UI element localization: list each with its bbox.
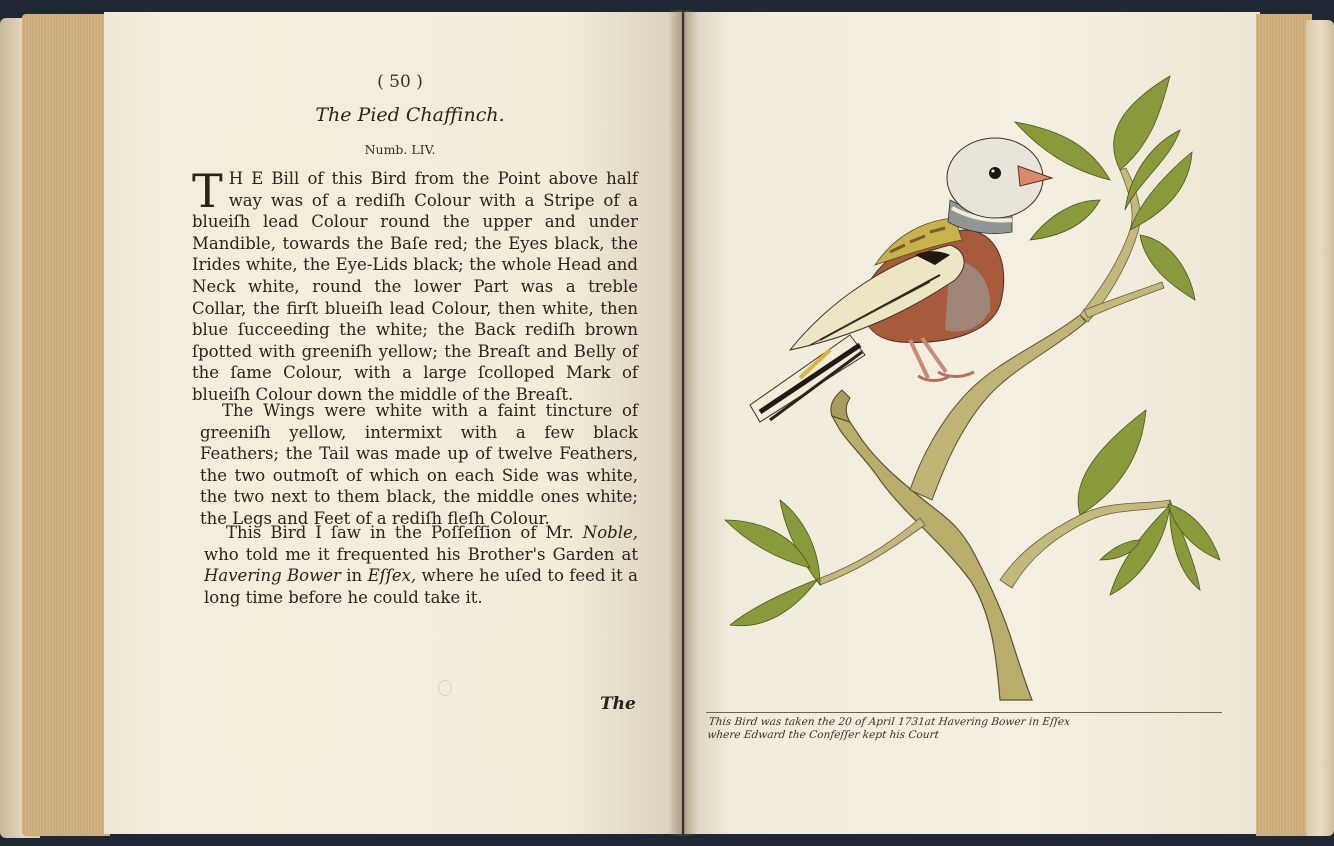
- place-name: Havering Bower: [204, 566, 341, 586]
- plate-number: Numb. LIV.: [364, 142, 436, 157]
- paragraph-provenance: [204, 522, 638, 608]
- paragraph-wings: [200, 400, 638, 530]
- page-number: ( 50 ): [377, 72, 423, 92]
- paragraph-description: [192, 164, 638, 406]
- county-name: Eſſex,: [367, 566, 417, 586]
- paragraph-3-text-d: where he uſed to feed it a long time before he could take it.: [204, 566, 638, 607]
- book-cover-right: [1306, 20, 1334, 836]
- page-edges-left: [22, 14, 110, 836]
- catchword: The: [600, 694, 636, 714]
- caption-line-1: This Bird was taken the 20 of April 1731at Havering Bower in Eſſex: [708, 716, 1071, 728]
- page-edges-right: [1256, 14, 1312, 836]
- plate-caption: [707, 716, 1230, 742]
- page-title: The Pied Chaffinch.: [315, 104, 505, 126]
- book-gutter: [668, 10, 698, 836]
- plate-rule: [706, 712, 1222, 713]
- drop-cap: T: [192, 164, 223, 218]
- paragraph-1-text: H E Bill of this Bird from the Point above half way was of a rediſh Colour with a Stripe of a blueiſh lead Colour round the upper and under Mandible, towards the Baſe red; the Eyes black, the Irides white, the Eye-Lids black; the whole Head and Neck white, round the lower Part was a treble Collar, the firſt blueiſh lead Colour, then white, then blue ſucceeding the white; the Back rediſh brown ſpotted with greeniſh yellow; the Breaſt and Belly of the ſame Colour, with a large ſcolloped Mark of blueiſh Colour down the middle of the Breaſt.: [192, 169, 638, 404]
- bird-illustration: [700, 60, 1240, 720]
- caption-line-2: where Edward the Confeſſer kept his Court: [706, 729, 940, 741]
- paper-mark: [438, 680, 452, 696]
- paragraph-3-text-a: This Bird I ſaw in the Poſſeſſion of Mr.: [226, 523, 583, 542]
- paragraph-3-text-c: in: [340, 566, 368, 586]
- paragraph-2-text: The Wings were white with a faint tincture of greeniſh yellow, intermixt with a few black Feathers; the Tail was made up of twelve Feathers, the two outmoſt of which on each Side was white, the two next to them black, the middle ones white; the Legs and Feet of a rediſh fleſh Colour.: [200, 401, 638, 528]
- owner-name: Noble,: [582, 523, 638, 542]
- paragraph-3-text-b: who told me it frequented his Brother's Garden at: [204, 544, 638, 564]
